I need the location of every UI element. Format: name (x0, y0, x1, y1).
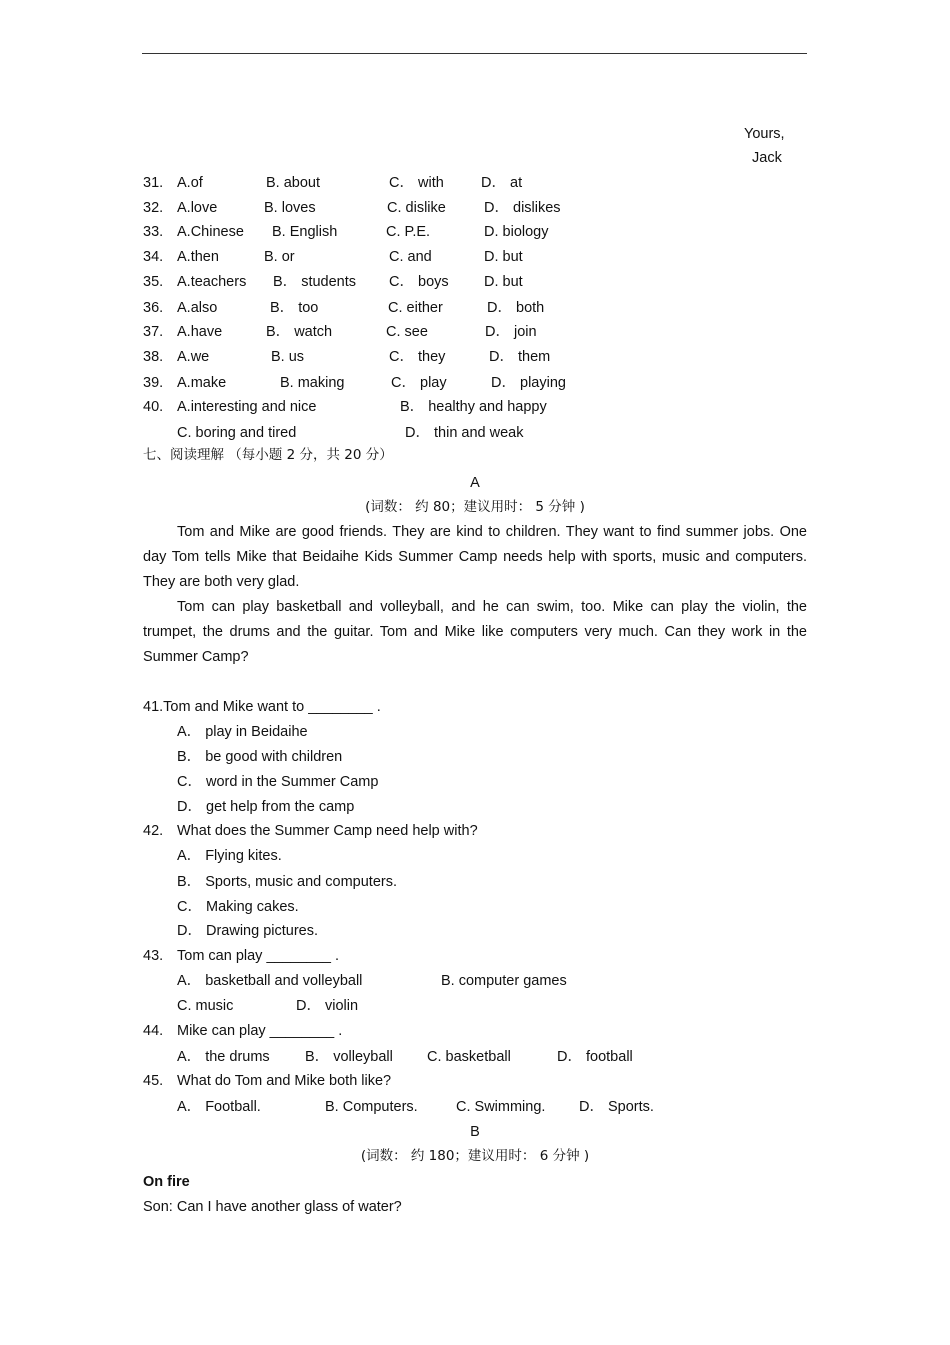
option-b: B． too (270, 300, 319, 316)
option-d: D． both (487, 300, 545, 316)
question-stem: What do Tom and Mike both like? (177, 1073, 392, 1089)
option-a: A.make (177, 375, 227, 391)
question-number: 42. (143, 823, 164, 839)
question-number: 40. (143, 399, 164, 415)
option-c: C． they (389, 349, 446, 365)
option-b: B. English (272, 224, 338, 240)
question-number: 36. (143, 300, 164, 316)
question-stem: 41.Tom and Mike want to ________ . (143, 699, 381, 715)
option-a: A． play in Beidaihe (177, 724, 308, 740)
option-a: A.teachers (177, 274, 247, 290)
option-b: B． watch (266, 324, 333, 340)
option-c: C. and (389, 249, 432, 265)
paragraph: Tom and Mike are good friends. They are kind to children. They want to find summer jobs. One day Tom tells Mike that Beidaihe Kids Summer Camp needs help with sports, music and computers. They are both very glad. (143, 524, 807, 590)
option-c: C. basketball (427, 1049, 511, 1065)
option-d: D． Drawing pictures. (177, 923, 319, 939)
question-stem: Mike can play ________ . (177, 1023, 343, 1039)
option-c: C. dislike (387, 200, 446, 216)
option-b: B． students (273, 274, 357, 290)
option-c: C． word in the Summer Camp (177, 774, 379, 790)
option-c: C. boring and tired (177, 425, 297, 441)
option-d: D． playing (491, 375, 566, 391)
option-b: B. us (271, 349, 305, 365)
option-a: A.also (177, 300, 218, 316)
passage-label: B (470, 1124, 480, 1140)
option-b: B. making (280, 375, 345, 391)
question-number: 44. (143, 1023, 164, 1039)
question-number: 34. (143, 249, 164, 265)
option-d: D． get help from the camp (177, 799, 355, 815)
option-c: C. see (386, 324, 428, 340)
option-d: D. biology (484, 224, 549, 240)
dialogue-line: Son: Can I have another glass of water? (143, 1199, 402, 1215)
question-number: 35. (143, 274, 164, 290)
option-b: B. computer games (441, 973, 567, 989)
passage-a-body (143, 520, 807, 670)
question-number: 31. (143, 175, 164, 191)
question-number: 45. (143, 1073, 164, 1089)
paragraph: Tom can play basketball and volleyball, and he can swim, too. Mike can play the violin, the trumpet, the drums and the guitar. Tom and Mike like computers very much. Can they work in the Summer Camp? (143, 599, 807, 665)
option-c: C. P.E. (386, 224, 431, 240)
option-a: A.then (177, 249, 219, 265)
option-c: C． with (389, 175, 444, 191)
question-number: 38. (143, 349, 164, 365)
passage-info: (词数： 约 80；建议用时： 5 分钟 ) (365, 499, 585, 515)
question-stem: Tom can play ________ . (177, 948, 340, 964)
option-d: D． thin and weak (405, 425, 524, 441)
option-a: A.of (177, 175, 203, 191)
letter-signature: Jack (752, 150, 782, 166)
option-d: D． violin (296, 998, 359, 1014)
letter-closing: Yours, (744, 126, 785, 142)
option-c: C． play (391, 375, 447, 391)
passage-title: On fire (143, 1174, 190, 1190)
passage-label: A (470, 475, 480, 491)
option-d: D． dislikes (484, 200, 561, 216)
option-a: A.love (177, 200, 218, 216)
option-d: D． them (489, 349, 551, 365)
option-a: A． Flying kites. (177, 848, 282, 864)
option-d: D． at (481, 175, 523, 191)
option-b: B． be good with children (177, 749, 343, 765)
question-number: 33. (143, 224, 164, 240)
option-b: B． Sports, music and computers. (177, 874, 397, 890)
question-stem: What does the Summer Camp need help with? (177, 823, 478, 839)
passage-info: (词数： 约 180；建议用时： 6 分钟 ) (360, 1148, 590, 1164)
option-c: C. music (177, 998, 234, 1014)
option-a: A.interesting and nice (177, 399, 317, 415)
question-number: 43. (143, 948, 164, 964)
option-c: C. Swimming. (456, 1099, 546, 1115)
header-rule (142, 53, 807, 54)
question-number: 32. (143, 200, 164, 216)
option-b: B. loves (264, 200, 316, 216)
option-d: D． football (557, 1049, 633, 1065)
option-a: A.Chinese (177, 224, 244, 240)
option-c: C. either (388, 300, 443, 316)
option-a: A． basketball and volleyball (177, 973, 363, 989)
option-d: D． join (485, 324, 537, 340)
question-number: 37. (143, 324, 164, 340)
question-number: 39. (143, 375, 164, 391)
option-a: A.have (177, 324, 223, 340)
option-a: A． the drums (177, 1049, 270, 1065)
section-heading: 七、阅读理解 （每小题 2 分，共 20 分） (143, 447, 393, 463)
option-c: C． Making cakes. (177, 899, 299, 915)
option-d: D． Sports. (579, 1099, 654, 1115)
option-d: D. but (484, 249, 523, 265)
option-b: B. or (264, 249, 295, 265)
option-d: D. but (484, 274, 523, 290)
option-b: B． healthy and happy (400, 399, 547, 415)
option-b: B. Computers. (325, 1099, 418, 1115)
option-a: A.we (177, 349, 210, 365)
option-b: B. about (266, 175, 321, 191)
option-a: A． Football. (177, 1099, 261, 1115)
option-c: C． boys (389, 274, 449, 290)
option-b: B． volleyball (305, 1049, 393, 1065)
